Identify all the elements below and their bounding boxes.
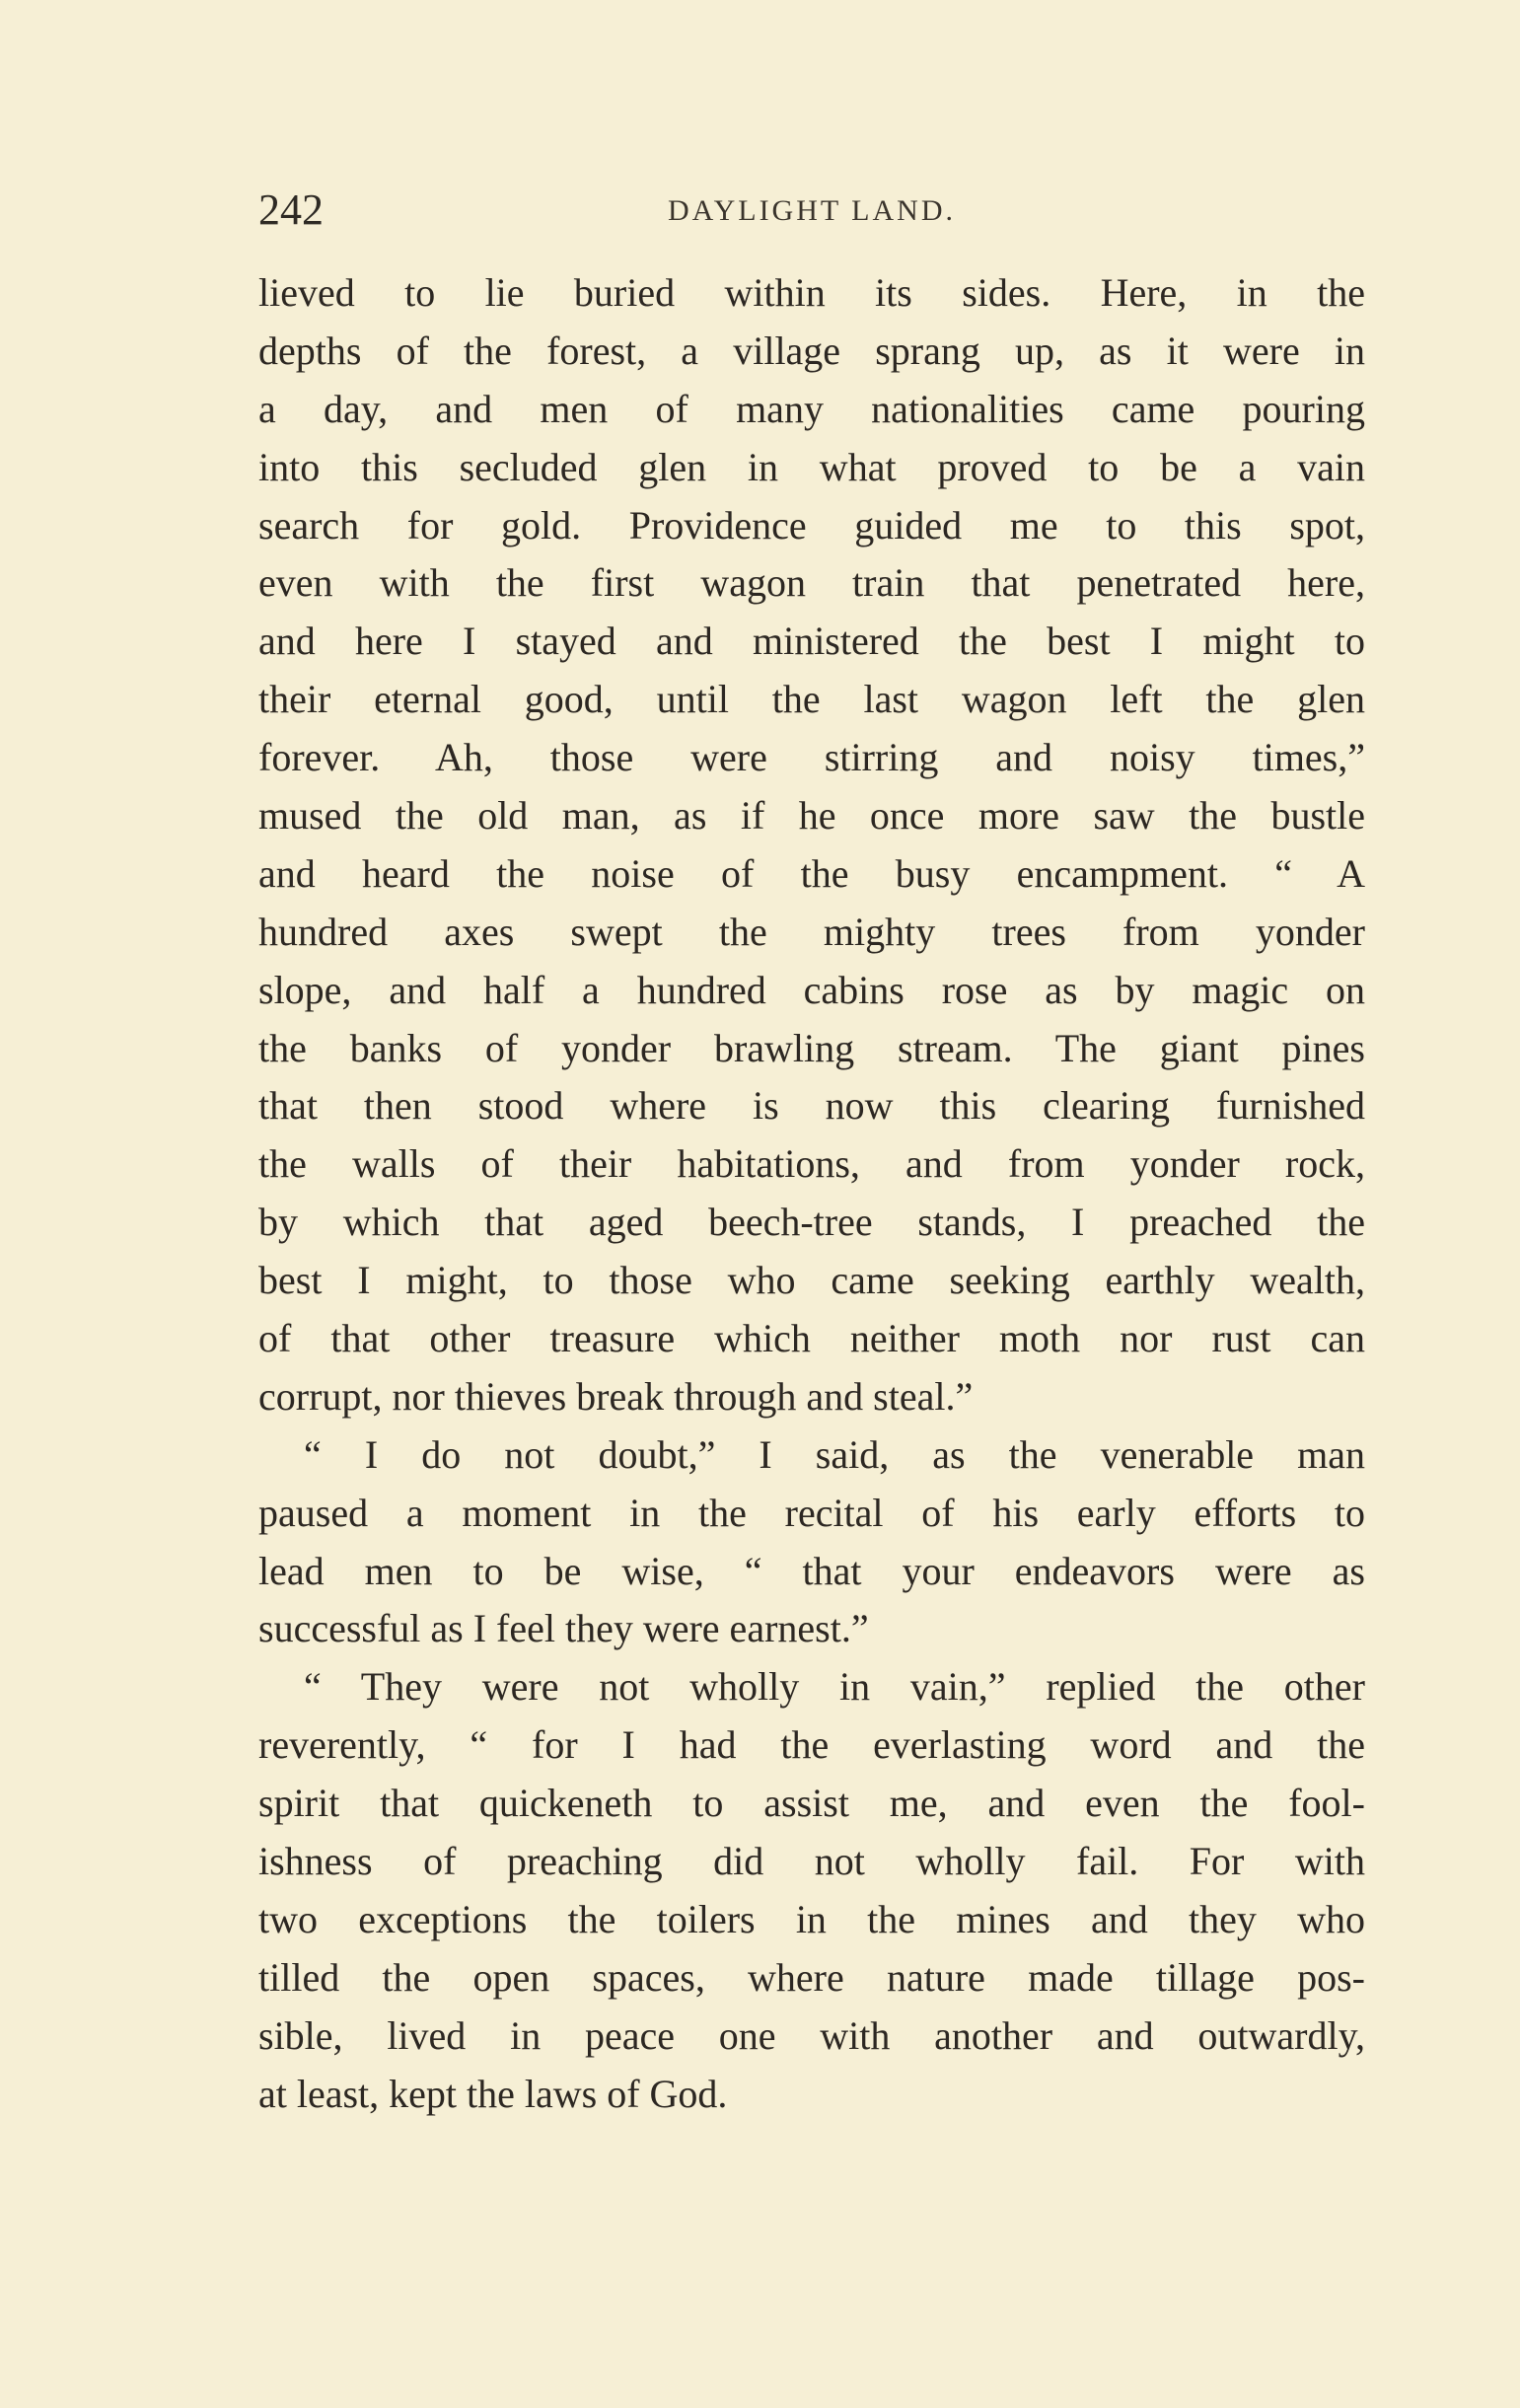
paragraph-first-line: “ They were not wholly in vain,” replied the other [304, 1664, 1365, 1710]
text-line: the banks of yonder brawling stream. The giant pines [258, 1025, 1365, 1070]
text-line: search for gold. Providence guided me to this spot, [258, 502, 1365, 547]
text-line: ishness of preaching did not wholly fail. For with [258, 1839, 1365, 1884]
page-header [258, 185, 1365, 235]
paragraph-end-line: at least, kept the laws of God. [258, 2071, 728, 2116]
text-line: and heard the noise of the busy encampment. “ A [258, 850, 1365, 896]
text-line: slope, and half a hundred cabins rose as by magic on [258, 967, 1365, 1012]
paragraph-end-line: successful as I feel they were earnest.” [258, 1606, 869, 1651]
text-line: of that other treasure which neither moth nor rust can [258, 1316, 1365, 1361]
text-line: by which that aged beech-tree stands, I preached the [258, 1200, 1365, 1245]
text-line: hundred axes swept the mighty trees from yonder [258, 909, 1365, 954]
text-line: sible, lived in peace one with another and outwardly, [258, 2012, 1365, 2058]
running-head: DAYLIGHT LAND. [668, 194, 956, 227]
text-line: a day, and men of many nationalities came pouring [258, 386, 1365, 431]
text-line: tilled the open spaces, where nature made tillage pos- [258, 1954, 1365, 2000]
text-line: and here I stayed and ministered the best I might to [258, 619, 1365, 664]
text-line: spirit that quickeneth to assist me, and even the fool- [258, 1781, 1365, 1826]
text-line: reverently, “ for I had the everlasting word and the [258, 1722, 1365, 1768]
text-line: depths of the forest, a village sprang up, as it were in [258, 328, 1365, 373]
text-line: even with the first wagon train that penetrated here, [258, 560, 1365, 606]
text-line: two exceptions the toilers in the mines and they who [258, 1896, 1365, 1941]
text-line: into this secluded glen in what proved to be a vain [258, 444, 1365, 489]
page-number: 242 [258, 185, 324, 234]
text-line: that then stood where is now this clearing furnished [258, 1083, 1365, 1129]
text-line: mused the old man, as if he once more saw the bustle [258, 793, 1365, 839]
text-line: lieved to lie buried within its sides. Here, in the [258, 270, 1365, 315]
text-line: best I might, to those who came seeking earthly wealth, [258, 1258, 1365, 1303]
paragraph-first-line: “ I do not doubt,” I said, as the venerable man [304, 1431, 1365, 1477]
text-line: forever. Ah, those were stirring and noisy times,” [258, 735, 1365, 780]
text-line: the walls of their habitations, and from yonder rock, [258, 1141, 1365, 1187]
text-line: paused a moment in the recital of his early efforts to [258, 1490, 1365, 1535]
text-line: lead men to be wise, “ that your endeavors were as [258, 1548, 1365, 1593]
text-line: their eternal good, until the last wagon left the glen [258, 677, 1365, 722]
paragraph-end-line: corrupt, nor thieves break through and steal.” [258, 1373, 974, 1419]
body-text [258, 264, 1365, 2124]
